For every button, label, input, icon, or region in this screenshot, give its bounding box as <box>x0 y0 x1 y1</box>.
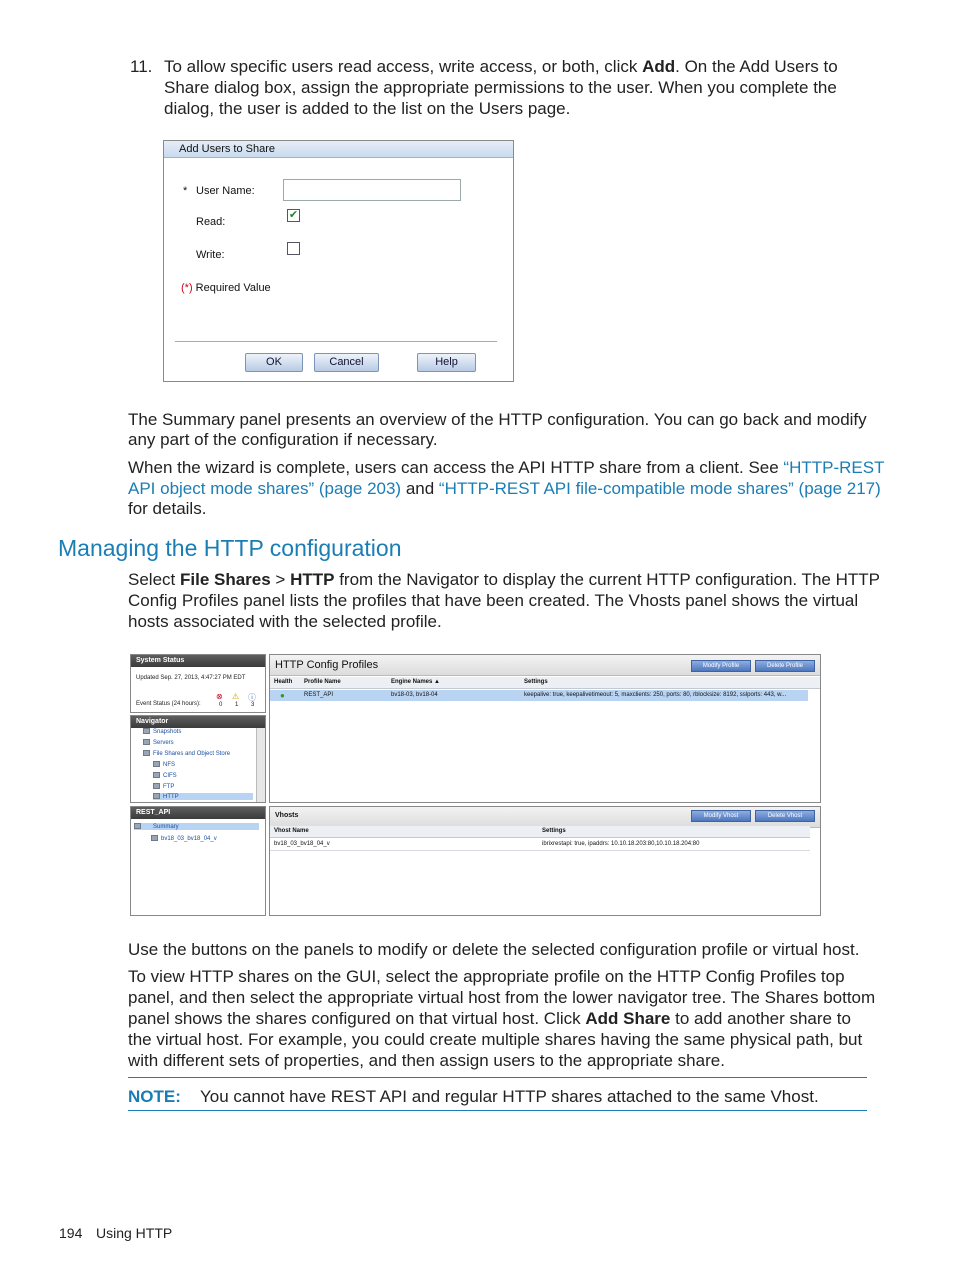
col-vhost-settings[interactable]: Settings <box>542 828 566 834</box>
rest-api-header: REST_API <box>131 807 265 819</box>
write-label: Write: <box>196 249 225 261</box>
profile-name-cell: REST_API <box>304 692 334 698</box>
col-engine-names[interactable]: Engine Names ▲ <box>391 679 440 685</box>
required-note: (*) Required Value <box>181 282 271 294</box>
managing-line3: hosts associated with the selected profile. <box>128 612 442 631</box>
managing-line2: Config Profiles panel lists the profiles that have been created. The Vhosts panel shows the virtual <box>128 591 859 610</box>
delete-profile-button[interactable]: Delete Profile <box>755 660 815 672</box>
use-buttons-text: Use the buttons on the panels to modify or delete the selected configuration profile or virtual host. <box>128 940 860 959</box>
dialog-divider <box>175 341 497 342</box>
summary-line1: The Summary panel presents an overview of the HTTP configuration. You can go back and modify <box>128 410 867 429</box>
warning-count: 1 <box>235 702 239 708</box>
nav-item-nfs[interactable]: NFS <box>153 761 175 768</box>
tree-item-vhost[interactable]: bv18_03_bv18_04_v <box>151 835 217 842</box>
view-line1: To view HTTP shares on the GUI, select the appropriate profile on the HTTP Config Profiles top <box>128 967 845 986</box>
http-config-profiles-panel <box>269 654 821 803</box>
profiles-title: HTTP Config Profiles <box>275 659 379 671</box>
info-icon: ⓘ <box>248 693 256 702</box>
write-checkbox[interactable] <box>287 242 300 255</box>
cancel-button[interactable]: Cancel <box>314 353 379 372</box>
table-row[interactable] <box>270 839 810 851</box>
note-top-rule <box>128 1077 867 1078</box>
nav-item-ftp[interactable]: FTP <box>153 783 174 790</box>
link-object-mode-shares-cont[interactable]: API object mode shares” (page 203) <box>128 479 402 498</box>
table-row[interactable] <box>270 690 808 701</box>
rest-api-tree-panel <box>130 806 266 916</box>
system-status-panel <box>130 654 266 713</box>
footer-title: Using HTTP <box>96 1225 173 1241</box>
ok-button[interactable]: OK <box>245 353 303 372</box>
system-status-header: System Status <box>131 655 265 667</box>
step-number: 11. <box>130 57 153 76</box>
error-count: 0 <box>219 702 223 708</box>
warning-icon: ⚠ <box>232 692 240 701</box>
step-text-line2: Share dialog box, assign the appropriate permissions to the user. When you complete the <box>164 78 837 97</box>
col-health: Health <box>274 679 293 685</box>
user-name-input[interactable] <box>283 179 461 201</box>
navigator-header: Navigator <box>131 716 265 728</box>
vhosts-title: Vhosts <box>275 812 299 819</box>
col-profile-name[interactable]: Profile Name <box>304 679 341 685</box>
add-users-dialog <box>163 140 514 382</box>
wizard-line1: When the wizard is complete, users can access the API HTTP share from a client. See “HTTP-REST <box>128 458 885 477</box>
view-line5: with different sets of properties, and then assign users to the appropriate share. <box>128 1051 725 1070</box>
step-text-line1: To allow specific users read access, write access, or both, click Add. On the Add Users to <box>164 57 838 76</box>
dialog-title: Add Users to Share <box>164 141 513 158</box>
nav-item-http[interactable]: HTTP <box>153 793 253 800</box>
modify-vhost-button[interactable]: Modify Vhost <box>691 810 751 822</box>
note-text: You cannot have REST API and regular HTTP shares attached to the same Vhost. <box>200 1087 819 1106</box>
navigator-scrollbar[interactable] <box>256 728 265 802</box>
note-label: NOTE: <box>128 1087 181 1106</box>
checkmark-icon: ✔ <box>288 209 299 221</box>
note-bottom-rule <box>128 1110 867 1111</box>
tree-item-summary[interactable]: Summary <box>134 823 259 830</box>
vhost-name-cell: bv18_03_bv18_04_v <box>274 841 330 847</box>
summary-line2: any part of the configuration if necessary. <box>128 430 438 449</box>
modify-profile-button[interactable]: Modify Profile <box>691 660 751 672</box>
vhosts-column-header <box>270 826 810 838</box>
managing-line1: Select File Shares > HTTP from the Navigator to display the current HTTP configuration. The HTTP <box>128 570 880 589</box>
navigator-panel <box>130 715 266 803</box>
user-name-label: User Name: <box>196 185 255 197</box>
info-count: 3 <box>251 702 255 708</box>
view-line2: panel, and then select the appropriate virtual host from the lower navigator tree. The Shares bottom <box>128 988 876 1007</box>
nav-item-file-shares[interactable]: File Shares and Object Store <box>143 750 230 757</box>
vhosts-panel <box>269 806 821 916</box>
read-label: Read: <box>196 216 226 228</box>
vhost-settings-cell: ibrixrestapi: true, ipaddrs: 10.10.18.203:80,10.10.18.204:80 <box>542 841 700 847</box>
col-vhost-name[interactable]: Vhost Name <box>274 828 309 834</box>
help-button[interactable]: Help <box>417 353 476 372</box>
view-line3: panel shows the shares configured on that virtual host. Click Add Share to add another share to <box>128 1009 851 1028</box>
http-config-screenshot <box>129 654 820 915</box>
nav-item-snapshots[interactable]: Snapshots <box>143 728 181 735</box>
delete-vhost-button[interactable]: Delete Vhost <box>755 810 815 822</box>
link-file-compatible-shares[interactable]: “HTTP-REST API file-compatible mode shares” (page 217) <box>438 479 881 498</box>
page-number: 194 <box>59 1225 83 1241</box>
profiles-panel-header <box>270 655 820 676</box>
updated-text: Updated Sep. 27, 2013, 4:47:27 PM EDT <box>136 675 246 681</box>
link-object-mode-shares[interactable]: “HTTP-REST <box>783 458 885 477</box>
engine-names-cell: bv18-03, bv18-04 <box>391 692 438 698</box>
read-checkbox[interactable] <box>287 209 300 222</box>
profiles-column-header <box>270 677 820 689</box>
section-heading: Managing the HTTP configuration <box>58 535 402 561</box>
col-settings[interactable]: Settings <box>524 679 548 685</box>
event-status-label: Event Status (24 hours): <box>136 701 201 707</box>
nav-item-cifs[interactable]: CIFS <box>153 772 177 779</box>
nav-item-servers[interactable]: Servers <box>143 739 174 746</box>
settings-cell: keepalive: true, keepalivetimeout: 5, maxclients: 250, ports: 80, rblocksize: 8192, sslports: 443, w... <box>524 692 787 698</box>
required-star: * <box>183 185 188 197</box>
error-icon: ⊗ <box>216 692 223 701</box>
view-line4: the virtual host. For example, you could create multiple shares having the same physical path, but <box>128 1030 863 1049</box>
health-ok-icon: ● <box>280 691 285 700</box>
vhosts-panel-header <box>270 807 820 828</box>
step-text-line3: dialog, the user is added to the list on the Users page. <box>164 99 571 118</box>
wizard-line2: API object mode shares” (page 203) and “HTTP-REST API file-compatible mode shares” (page 217) <box>128 479 881 498</box>
wizard-line3: for details. <box>128 499 207 518</box>
